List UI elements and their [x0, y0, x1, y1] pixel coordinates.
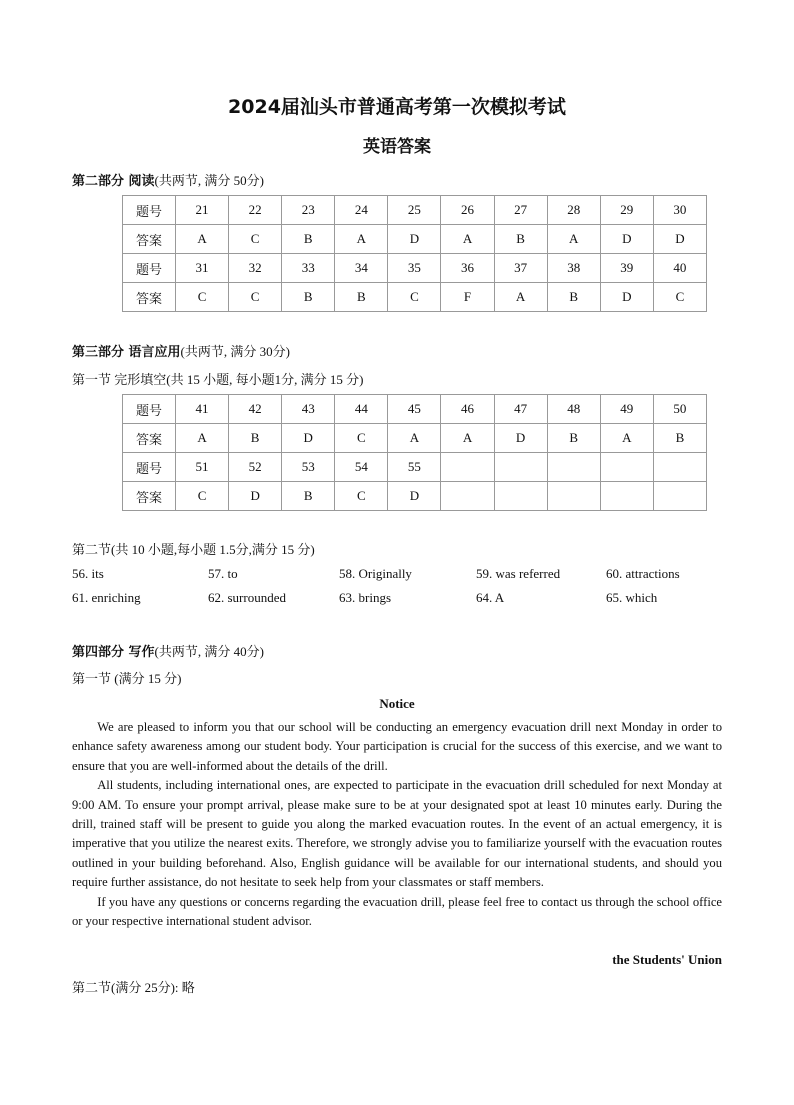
table-cell: A: [176, 225, 229, 254]
row-label: 答案: [123, 225, 176, 254]
table-cell: D: [494, 424, 547, 453]
table-cell: [441, 482, 494, 511]
table-cell: A: [176, 424, 229, 453]
table-cell: 37: [494, 254, 547, 283]
table-cell: 32: [229, 254, 282, 283]
table-cell: B: [282, 482, 335, 511]
table-cell: C: [176, 283, 229, 312]
table-cell: 27: [494, 196, 547, 225]
part2-heading-rest: (共两节, 满分 50分): [154, 173, 264, 188]
table-cell: 28: [547, 196, 600, 225]
table-cell: B: [494, 225, 547, 254]
fill-answer: 56. its: [72, 566, 104, 581]
table-cell: 35: [388, 254, 441, 283]
table-cell: 31: [176, 254, 229, 283]
table-cell: B: [282, 283, 335, 312]
notice-body: [72, 718, 722, 931]
document-title: 2024届汕头市普通高考第一次模拟考试: [228, 96, 566, 118]
row-label: 答案: [123, 424, 176, 453]
table-cell: 52: [229, 453, 282, 482]
notice-paragraph: If you have any questions or concerns regarding the evacuation drill, please feel free to contact us through the school office or your respective international student advisor.: [72, 894, 722, 929]
table-cell: [494, 453, 547, 482]
table-cell: [653, 482, 706, 511]
table-cell: A: [388, 424, 441, 453]
part3-section1-heading: 第一节 完形填空(共 15 小题, 每小题1分, 满分 15 分): [72, 372, 364, 387]
row-label: 答案: [123, 283, 176, 312]
table-cell: D: [653, 225, 706, 254]
part3-heading: [72, 341, 290, 360]
table-cell: 38: [547, 254, 600, 283]
table-cell: 53: [282, 453, 335, 482]
reading-answer-table: [122, 195, 707, 312]
table-cell: 42: [229, 395, 282, 424]
table-cell: C: [229, 283, 282, 312]
table-cell: D: [388, 482, 441, 511]
notice-paragraph: All students, including international ones, are expected to participate in the evacuation drill scheduled for next Monday at 9:00 AM. To ensure your prompt arrival, please make sure to be at your designated spot at least 10 minutes early. During the drill, trained staff will be present to guide you along the marked evacuation routes. In the event of an actual emergency, it is imperative that you utilize the nearest exits. Therefore, we strongly advise you to familiarize yourself with the evacuation routes outlined in your building beforehand. Also, English guidance will be available for our international students, and should you require further assistance, do not hesitate to seek help from your classmates or staff members.: [72, 778, 722, 890]
part3-heading-rest: (共两节, 满分 30分): [180, 344, 290, 359]
table-cell: B: [547, 424, 600, 453]
table-cell: A: [441, 225, 494, 254]
table-cell: 40: [653, 254, 706, 283]
table-row: [123, 482, 707, 511]
row-label: 题号: [123, 395, 176, 424]
fill-answer: 62. surrounded: [208, 590, 286, 605]
table-row: [123, 453, 707, 482]
table-cell: 45: [388, 395, 441, 424]
table-cell: C: [388, 283, 441, 312]
table-cell: A: [441, 424, 494, 453]
table-cell: 25: [388, 196, 441, 225]
table-cell: 46: [441, 395, 494, 424]
part4-heading-rest: (共两节, 满分 40分): [154, 644, 264, 659]
fill-answer: 59. was referred: [476, 566, 561, 581]
table-cell: B: [653, 424, 706, 453]
table-cell: [600, 453, 653, 482]
table-cell: C: [229, 225, 282, 254]
table-cell: 22: [229, 196, 282, 225]
table-cell: A: [547, 225, 600, 254]
table-cell: F: [441, 283, 494, 312]
table-cell: 29: [600, 196, 653, 225]
table-cell: C: [653, 283, 706, 312]
table-cell: [547, 482, 600, 511]
table-cell: 51: [176, 453, 229, 482]
cloze-answer-table: [122, 394, 707, 511]
notice-signature: the Students' Union: [612, 952, 722, 967]
row-label: 题号: [123, 453, 176, 482]
table-cell: C: [335, 424, 388, 453]
table-cell: 50: [653, 395, 706, 424]
table-cell: C: [335, 482, 388, 511]
table-cell: 43: [282, 395, 335, 424]
table-cell: [653, 453, 706, 482]
table-cell: 34: [335, 254, 388, 283]
table-row: [123, 283, 707, 312]
part4-heading: [72, 641, 264, 660]
table-row: [123, 424, 707, 453]
table-cell: 36: [441, 254, 494, 283]
table-cell: 33: [282, 254, 335, 283]
table-cell: D: [282, 424, 335, 453]
table-cell: 24: [335, 196, 388, 225]
table-row: [123, 225, 707, 254]
part4-section1-heading: 第一节 (满分 15 分): [72, 671, 182, 686]
table-cell: 30: [653, 196, 706, 225]
table-row: [123, 254, 707, 283]
table-cell: 55: [388, 453, 441, 482]
row-label: 题号: [123, 196, 176, 225]
table-cell: B: [547, 283, 600, 312]
row-label: 题号: [123, 254, 176, 283]
row-label: 答案: [123, 482, 176, 511]
table-cell: D: [388, 225, 441, 254]
table-cell: B: [282, 225, 335, 254]
part4-section2-heading: 第二节(满分 25分): 略: [72, 980, 195, 995]
table-cell: [441, 453, 494, 482]
table-row: [123, 395, 707, 424]
table-cell: 26: [441, 196, 494, 225]
table-cell: B: [335, 283, 388, 312]
table-cell: A: [494, 283, 547, 312]
part2-heading: [72, 170, 264, 189]
fill-answer: 58. Originally: [339, 566, 412, 581]
table-cell: A: [600, 424, 653, 453]
fill-answer: 63. brings: [339, 590, 391, 605]
part3-heading-bold: 第三部分 语言应用: [72, 345, 181, 360]
table-cell: 47: [494, 395, 547, 424]
part4-heading-bold: 第四部分 写作: [72, 645, 155, 660]
table-cell: 54: [335, 453, 388, 482]
table-cell: 39: [600, 254, 653, 283]
table-cell: D: [600, 283, 653, 312]
table-cell: [600, 482, 653, 511]
table-cell: C: [176, 482, 229, 511]
fill-answer: 64. A: [476, 590, 505, 605]
notice-paragraph: We are pleased to inform you that our school will be conducting an emergency evacuation drill next Monday in order to enhance safety awareness among our student body. Your participation is crucial for the success of this exercise, and we want to ensure that you are well-informed about the details of the drill.: [72, 720, 722, 773]
document-subtitle: 英语答案: [363, 137, 431, 157]
fill-answer: 60. attractions: [606, 566, 680, 581]
part3-section2-heading: 第二节(共 10 小题,每小题 1.5分,满分 15 分): [72, 542, 315, 557]
table-cell: D: [600, 225, 653, 254]
table-cell: [494, 482, 547, 511]
fill-answer: 65. which: [606, 590, 658, 605]
fill-answer: 57. to: [208, 566, 238, 581]
table-cell: 21: [176, 196, 229, 225]
table-cell: A: [335, 225, 388, 254]
table-row: [123, 196, 707, 225]
table-cell: 48: [547, 395, 600, 424]
table-cell: 41: [176, 395, 229, 424]
part2-heading-bold: 第二部分 阅读: [72, 174, 155, 189]
table-cell: 49: [600, 395, 653, 424]
fill-answer: 61. enriching: [72, 590, 141, 605]
table-cell: 44: [335, 395, 388, 424]
table-cell: 23: [282, 196, 335, 225]
table-cell: D: [229, 482, 282, 511]
table-cell: [547, 453, 600, 482]
table-cell: B: [229, 424, 282, 453]
notice-title: Notice: [379, 696, 415, 711]
